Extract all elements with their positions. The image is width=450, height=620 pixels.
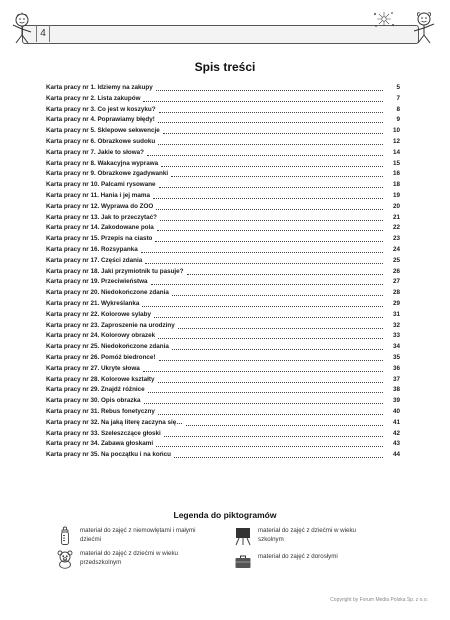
toc-page-number: 33 — [392, 332, 400, 340]
toc-entry-title: Karta pracy nr 32. Na jaką literę zaczyna się… — [46, 418, 183, 426]
toc-dot-leader — [172, 342, 383, 350]
toc-dot-leader — [160, 213, 383, 221]
easel-board-icon — [233, 526, 253, 546]
teddy-bear-icon — [55, 549, 75, 569]
toc-dot-leader — [141, 245, 383, 253]
toc-page-number: 22 — [392, 224, 400, 232]
toc-dot-leader — [158, 115, 383, 123]
toc-entry[interactable] — [46, 191, 400, 202]
legend-text-school: materiał do zajęć z dziećmi w wieku szkolnym — [258, 527, 357, 543]
toc-dot-leader — [159, 105, 383, 113]
toc-entry[interactable] — [46, 180, 400, 191]
toc-dot-leader — [153, 191, 383, 199]
toc-entry-title: Karta pracy nr 33. Szeleszczące głoski — [46, 429, 161, 437]
toc-dot-leader — [156, 439, 383, 447]
toc-entry-title: Karta pracy nr 1. Idziemy na zakupy — [46, 84, 153, 91]
toc-entry[interactable] — [46, 353, 400, 364]
toc-entry[interactable] — [46, 148, 400, 159]
toc-entry[interactable] — [46, 137, 400, 148]
toc-entry-title: Karta pracy nr 35. Na początku i na końcu — [46, 451, 171, 459]
toc-entry-title: Karta pracy nr 30. Opis obrazka — [46, 397, 141, 405]
toc-entry[interactable] — [46, 450, 400, 461]
toc-page-number: 31 — [392, 310, 400, 318]
legend-item-adults — [233, 552, 376, 572]
toc-dot-leader — [159, 180, 383, 188]
toc-entry[interactable] — [46, 375, 400, 386]
toc-dot-leader — [158, 407, 383, 415]
toc-page-number: 8 — [396, 105, 400, 113]
header-bar — [22, 25, 419, 44]
toc-entry[interactable] — [46, 202, 400, 213]
toc-entry[interactable] — [46, 159, 400, 170]
child-drawing-icon — [8, 12, 38, 44]
toc-entry[interactable] — [46, 331, 400, 342]
toc-dot-leader — [151, 277, 384, 285]
toc-page-number: 19 — [392, 191, 400, 199]
toc-page-number: 28 — [392, 289, 400, 297]
toc-page-number: 44 — [392, 451, 400, 459]
toc-entry-title: Karta pracy nr 28. Kolorowe kształty — [46, 375, 155, 383]
toc-page-number: 15 — [392, 159, 400, 167]
table-of-contents — [46, 83, 400, 461]
toc-dot-leader — [155, 234, 383, 242]
legend-text-infants: materiał do zajęć z niemowlętami i małymi dziećmi — [80, 527, 196, 543]
toc-page-number: 21 — [392, 213, 400, 221]
toc-entry[interactable] — [46, 299, 400, 310]
toc-page-number: 7 — [396, 94, 400, 102]
toc-dot-leader — [178, 321, 383, 329]
page-title: Spis treści — [194, 60, 256, 74]
toc-entry-title: Karta pracy nr 31. Rebus fonetyczny — [46, 407, 155, 415]
toc-entry-title: Karta pracy nr 12. Wyprawa do ZOO — [46, 202, 154, 210]
toc-entry-title: Karta pracy nr 14. Zakodowane pola — [46, 224, 154, 232]
toc-page-number: 26 — [392, 267, 400, 275]
toc-entry-title: Karta pracy nr 24. Kolorowy obrazek — [46, 332, 156, 340]
toc-entry-title: Karta pracy nr 4. Poprawiamy błędy! — [46, 116, 155, 124]
legend-text-preschool: materiał do zajęć z dziećmi w wieku przedszkolnym — [80, 550, 179, 566]
toc-dot-leader — [172, 288, 383, 296]
toc-dot-leader — [143, 364, 383, 372]
toc-dot-leader — [186, 418, 383, 426]
toc-entry-title: Karta pracy nr 13. Jak to przeczytać? — [46, 213, 157, 221]
child-drawing-icon — [408, 10, 440, 44]
toc-entry-title: Karta pracy nr 26. Pomóż biedronce! — [46, 353, 156, 361]
toc-entry[interactable] — [46, 126, 400, 137]
toc-entry[interactable] — [46, 256, 400, 267]
toc-entry[interactable] — [46, 288, 400, 299]
toc-page-number: 39 — [392, 397, 400, 405]
toc-page-number: 25 — [392, 256, 400, 264]
toc-entry[interactable] — [46, 342, 400, 353]
toc-dot-leader — [144, 396, 384, 404]
toc-page-number: 14 — [392, 148, 400, 156]
toc-entry-title: Karta pracy nr 21. Wykreślanka — [46, 299, 140, 307]
legend-title: Legenda do piktogramów — [173, 510, 277, 520]
toc-page-number: 42 — [392, 429, 400, 437]
toc-dot-leader — [145, 256, 383, 264]
toc-entry-title: Karta pracy nr 27. Ukryte słowa — [46, 364, 140, 372]
toc-page-number: 37 — [392, 375, 400, 383]
toc-entry[interactable] — [46, 364, 400, 375]
toc-page-number: 10 — [392, 127, 400, 135]
toc-entry[interactable] — [46, 223, 400, 234]
briefcase-icon — [233, 552, 253, 572]
toc-entry[interactable] — [46, 105, 400, 116]
toc-entry[interactable] — [46, 213, 400, 224]
toc-entry[interactable] — [46, 385, 400, 396]
toc-dot-leader — [142, 299, 383, 307]
toc-page-number: 24 — [392, 245, 400, 253]
toc-entry[interactable] — [46, 94, 400, 105]
toc-page-number: 27 — [392, 278, 400, 286]
toc-entry[interactable] — [46, 234, 400, 245]
toc-page-number: 40 — [392, 407, 400, 415]
toc-dot-leader — [157, 223, 383, 231]
toc-entry[interactable] — [46, 429, 400, 440]
toc-page-number: 36 — [392, 364, 400, 372]
page-number: 4 — [36, 25, 50, 42]
toc-entry[interactable] — [46, 418, 400, 429]
toc-entry[interactable] — [46, 267, 400, 278]
toc-page-number: 23 — [392, 235, 400, 243]
toc-dot-leader — [171, 169, 383, 177]
toc-entry[interactable] — [46, 169, 400, 180]
toc-dot-leader — [147, 148, 383, 156]
toc-entry-title: Karta pracy nr 34. Zabawa głoskami — [46, 440, 154, 448]
toc-page-number: 12 — [392, 137, 400, 145]
toc-entry[interactable] — [46, 245, 400, 256]
toc-page-number: 5 — [396, 84, 400, 91]
toc-page-number: 29 — [392, 299, 400, 307]
toc-dot-leader — [158, 331, 383, 339]
toc-entry[interactable] — [46, 310, 400, 321]
toc-entry-title: Karta pracy nr 18. Jaki przymiotnik tu pasuje? — [46, 267, 184, 275]
legend-item-school — [233, 526, 376, 546]
baby-bottle-icon — [55, 526, 75, 546]
toc-dot-leader — [158, 137, 383, 145]
toc-entry-title: Karta pracy nr 29. Znajdź różnice — [46, 386, 145, 394]
toc-entry[interactable] — [46, 83, 400, 94]
toc-entry-title: Karta pracy nr 9. Obrazkowe zgadywanki — [46, 170, 169, 178]
legend-text-adults: materiał do zajęć z dorosłymi — [258, 553, 338, 560]
toc-page-number: 16 — [392, 170, 400, 178]
toc-entry-title: Karta pracy nr 11. Hania i jej mama — [46, 191, 150, 199]
toc-entry-title: Karta pracy nr 8. Wakacyjna wyprawa — [46, 159, 159, 167]
toc-entry-title: Karta pracy nr 6. Obrazkowe sudoku — [46, 137, 156, 145]
toc-entry-title: Karta pracy nr 25. Niedokończone zdania — [46, 343, 169, 351]
toc-entry[interactable] — [46, 277, 400, 288]
toc-entry-title: Karta pracy nr 22. Kolorowe sylaby — [46, 310, 151, 318]
toc-entry-title: Karta pracy nr 2. Lista zakupów — [46, 94, 141, 102]
toc-dot-leader — [154, 310, 383, 318]
toc-dot-leader — [163, 126, 383, 134]
toc-dot-leader — [187, 267, 383, 275]
legend-item-preschool — [55, 549, 198, 569]
toc-entry-title: Karta pracy nr 3. Co jest w koszyku? — [46, 105, 156, 113]
toc-entry-title: Karta pracy nr 19. Przeciwieństwa — [46, 278, 148, 286]
toc-entry-title: Karta pracy nr 5. Sklepowe sekwencje — [46, 127, 160, 135]
toc-entry-title: Karta pracy nr 17. Części zdania — [46, 256, 143, 264]
toc-entry-title: Karta pracy nr 7. Jakie to słowa? — [46, 148, 144, 156]
toc-entry-title: Karta pracy nr 23. Zaproszenie na urodziny — [46, 321, 175, 329]
toc-dot-leader — [158, 375, 384, 383]
copyright-note: Copyright by Forum Media Polska Sp. z o.o. — [330, 597, 428, 603]
toc-page-number: 20 — [392, 202, 400, 210]
toc-page-number: 32 — [392, 321, 400, 329]
toc-dot-leader — [156, 83, 383, 91]
toc-dot-leader — [143, 94, 383, 102]
toc-entry[interactable] — [46, 321, 400, 332]
toc-dot-leader — [156, 202, 383, 210]
toc-entry[interactable] — [46, 407, 400, 418]
toc-page-number: 34 — [392, 343, 400, 351]
toc-entry[interactable] — [46, 396, 400, 407]
toc-dot-leader — [159, 353, 383, 361]
page-header — [0, 0, 450, 50]
toc-dot-leader — [148, 385, 383, 393]
toc-entry[interactable] — [46, 115, 400, 126]
toc-dot-leader — [164, 429, 383, 437]
toc-page-number: 41 — [392, 418, 400, 426]
toc-page-number: 9 — [396, 116, 400, 124]
toc-page-number: 38 — [392, 386, 400, 394]
toc-entry-title: Karta pracy nr 16. Rozsypanka — [46, 245, 138, 253]
toc-entry-title: Karta pracy nr 10. Palcami rysowane — [46, 181, 156, 189]
toc-entry-title: Karta pracy nr 20. Niedokończone zdania — [46, 289, 169, 297]
toc-page-number: 35 — [392, 353, 400, 361]
toc-entry[interactable] — [46, 439, 400, 450]
toc-dot-leader — [174, 450, 383, 458]
toc-page-number: 18 — [392, 181, 400, 189]
toc-dot-leader — [161, 159, 383, 167]
toc-page-number: 43 — [392, 440, 400, 448]
toc-entry-title: Karta pracy nr 15. Przepis na ciasto — [46, 235, 153, 243]
flower-icon — [371, 10, 397, 30]
legend-item-infants — [55, 526, 198, 546]
